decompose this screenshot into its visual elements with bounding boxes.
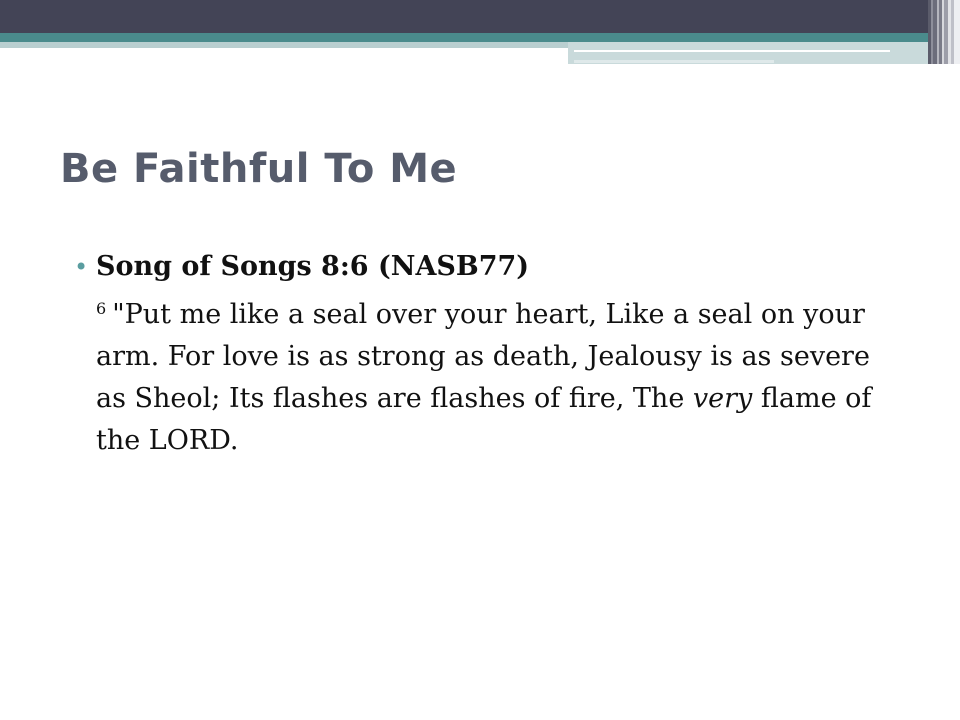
verse-text-part1: Put me like a seal over your heart, Like a seal on your arm. For love is as strong as death, Jealousy is as severe as Sheol; Its flashes are flashes of fire, The xyxy=(96,299,870,414)
bullet-item xyxy=(96,246,894,462)
bullet-marker: • xyxy=(74,253,89,281)
header-stripes xyxy=(928,0,960,64)
header-light-line-2 xyxy=(574,60,774,63)
verse-text-italic: very xyxy=(692,383,753,414)
slide-title: Be Faithful To Me xyxy=(60,146,458,192)
scripture-reference: Song of Songs 8:6 (NASB77) xyxy=(96,251,530,282)
verse-text-part2: flame of the LORD. xyxy=(96,383,872,456)
bullet-list xyxy=(74,246,894,462)
quote-mark: " xyxy=(112,299,125,330)
header-teal-bar xyxy=(0,33,960,42)
verse-number: 6 xyxy=(96,299,107,318)
header-light-line xyxy=(574,50,890,52)
header-dark-bar xyxy=(0,0,960,33)
header-light-bar-left xyxy=(0,42,568,48)
